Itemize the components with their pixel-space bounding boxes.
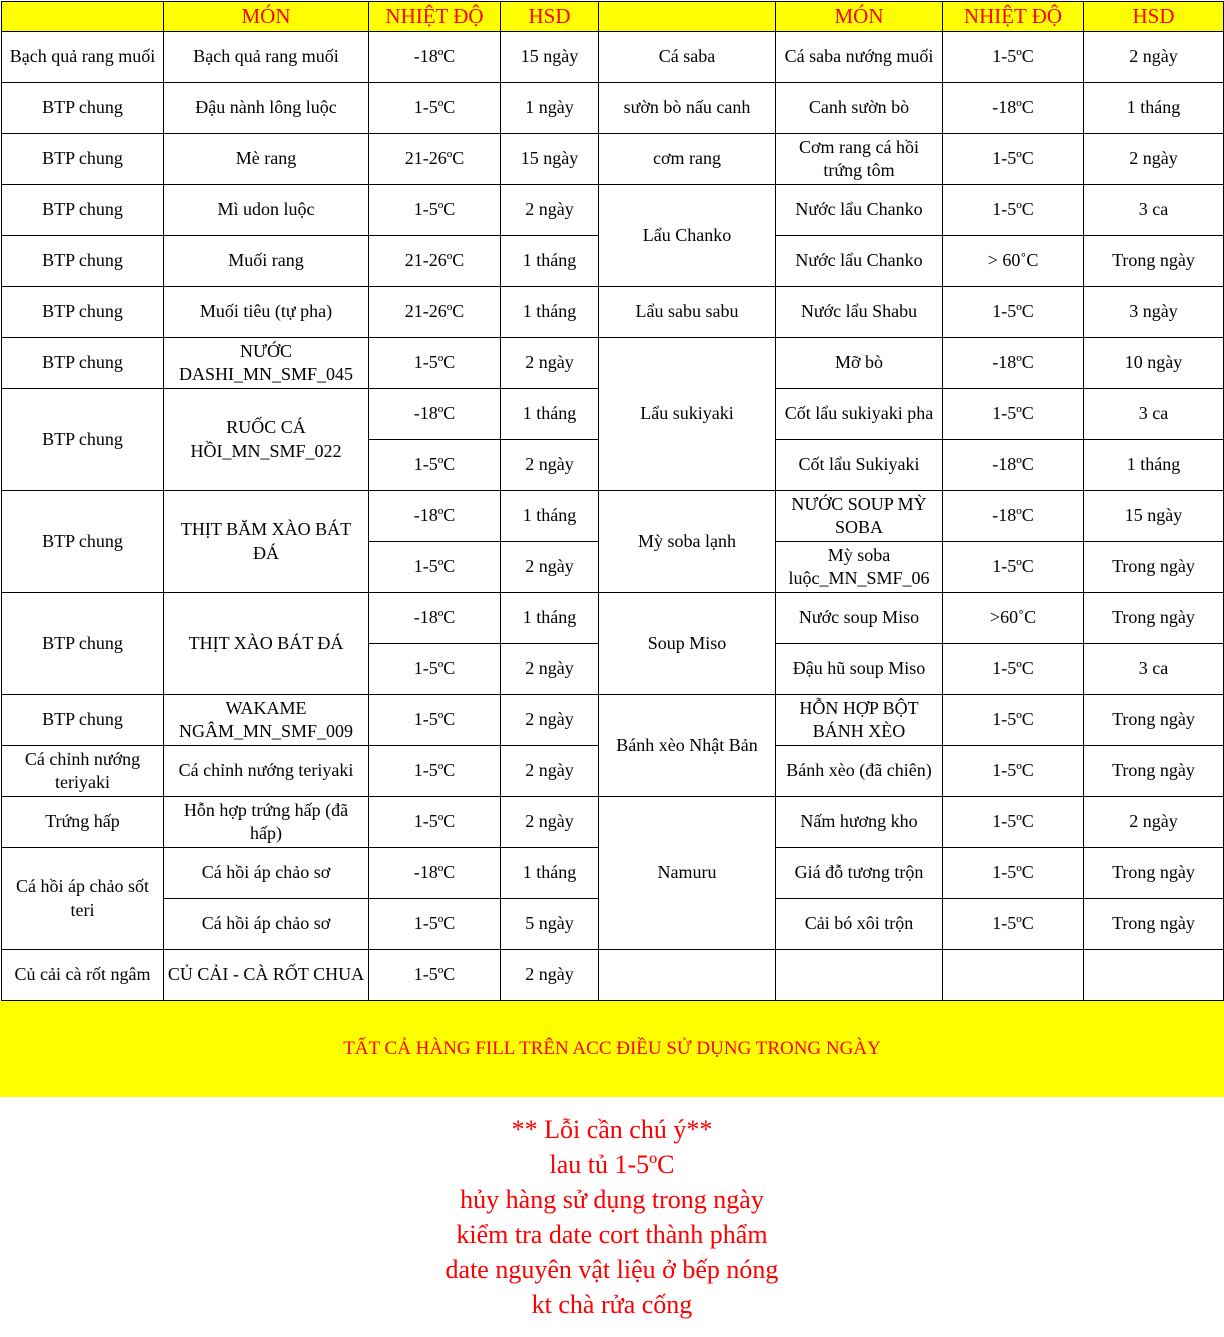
group-cell: BTP chung xyxy=(2,287,164,338)
temp-cell: 1-5ºC xyxy=(943,185,1084,236)
table-row xyxy=(2,338,1224,389)
header-hsd-right: HSD xyxy=(1084,2,1224,32)
temp-cell: 1-5ºC xyxy=(943,644,1084,695)
dish-cell: Muối tiêu (tự pha) xyxy=(164,287,369,338)
header-nhiet-do-right: NHIỆT ĐỘ xyxy=(943,2,1084,32)
group-cell: Mỳ soba lạnh xyxy=(599,491,776,593)
header-hsd-left: HSD xyxy=(501,2,599,32)
hsd-cell: 2 ngày xyxy=(1084,134,1224,185)
hsd-cell xyxy=(1084,950,1224,1001)
dish-cell: Mỡ bò xyxy=(776,338,943,389)
group-cell: Soup Miso xyxy=(599,593,776,695)
temp-cell: 21-26ºC xyxy=(369,287,501,338)
table-row xyxy=(2,593,1224,644)
group-cell: Bánh xèo Nhật Bản xyxy=(599,695,776,797)
temp-cell: -18ºC xyxy=(369,848,501,899)
header-nhiet-do-left: NHIỆT ĐỘ xyxy=(369,2,501,32)
dish-cell: Cải bó xôi trộn xyxy=(776,899,943,950)
group-cell: sườn bò nấu canh xyxy=(599,83,776,134)
header-mon-right: MÓN xyxy=(776,2,943,32)
hsd-cell: 1 tháng xyxy=(501,236,599,287)
temp-cell: -18ºC xyxy=(369,491,501,542)
temp-cell: 1-5ºC xyxy=(943,848,1084,899)
group-cell: Cá chỉnh nướng teriyaki xyxy=(2,746,164,797)
dish-cell: Cá chỉnh nướng teriyaki xyxy=(164,746,369,797)
hsd-cell: 1 tháng xyxy=(501,389,599,440)
temp-cell: -18ºC xyxy=(943,338,1084,389)
temp-cell: 1-5ºC xyxy=(943,134,1084,185)
group-cell: BTP chung xyxy=(2,491,164,593)
hsd-cell: 2 ngày xyxy=(501,440,599,491)
hsd-cell: 1 tháng xyxy=(1084,440,1224,491)
temp-cell: 1-5ºC xyxy=(943,32,1084,83)
note-line: kiểm tra date cort thành phẩm xyxy=(456,1220,768,1249)
group-cell: Củ cải cà rốt ngâm xyxy=(2,950,164,1001)
temp-cell: -18ºC xyxy=(369,32,501,83)
group-cell: BTP chung xyxy=(2,185,164,236)
hsd-cell: Trong ngày xyxy=(1084,746,1224,797)
dish-cell: Mè rang xyxy=(164,134,369,185)
hsd-cell: 2 ngày xyxy=(501,185,599,236)
dish-cell: RUỐC CÁ HỒI_MN_SMF_022 xyxy=(164,389,369,491)
table-row xyxy=(2,695,1224,746)
temp-cell: 1-5ºC xyxy=(369,542,501,593)
table-row xyxy=(2,32,1224,83)
hsd-cell: 1 tháng xyxy=(501,287,599,338)
group-cell: BTP chung xyxy=(2,83,164,134)
hsd-cell: 15 ngày xyxy=(501,134,599,185)
hsd-cell: 15 ngày xyxy=(501,32,599,83)
temp-cell: -18ºC xyxy=(943,491,1084,542)
note-line: lau tủ 1-5ºC xyxy=(549,1150,675,1179)
dish-cell: Hỗn hợp trứng hấp (đã hấp) xyxy=(164,797,369,848)
hsd-cell: 1 tháng xyxy=(501,593,599,644)
dish-cell: Cá saba nướng muối xyxy=(776,32,943,83)
hsd-cell: 2 ngày xyxy=(1084,32,1224,83)
header-blank-left xyxy=(2,2,164,32)
temp-cell: 1-5ºC xyxy=(943,287,1084,338)
temp-cell: 21-26ºC xyxy=(369,236,501,287)
hsd-cell: 2 ngày xyxy=(501,644,599,695)
footer-banner xyxy=(0,1001,1224,1097)
note-line: date nguyên vật liệu ở bếp nóng xyxy=(445,1255,779,1284)
hsd-cell: 3 ca xyxy=(1084,389,1224,440)
group-cell: Lẩu sukiyaki xyxy=(599,338,776,491)
hsd-cell: Trong ngày xyxy=(1084,899,1224,950)
hsd-cell: 3 ngày xyxy=(1084,287,1224,338)
temp-cell: 1-5ºC xyxy=(369,695,501,746)
temp-cell: -18ºC xyxy=(369,593,501,644)
hsd-cell: 1 tháng xyxy=(501,491,599,542)
hsd-cell: 2 ngày xyxy=(501,542,599,593)
header-blank-right xyxy=(599,2,776,32)
hsd-cell: 5 ngày xyxy=(501,899,599,950)
dish-cell: THỊT XÀO BÁT ĐÁ xyxy=(164,593,369,695)
temp-cell: 1-5ºC xyxy=(369,899,501,950)
temp-cell: 1-5ºC xyxy=(369,746,501,797)
dish-cell: CỦ CẢI - CÀ RỐT CHUA xyxy=(164,950,369,1001)
temp-cell: 1-5ºC xyxy=(369,950,501,1001)
hsd-cell: 2 ngày xyxy=(501,950,599,1001)
hsd-cell: 2 ngày xyxy=(501,746,599,797)
hsd-cell: Trong ngày xyxy=(1084,593,1224,644)
dish-cell: Bạch quả rang muối xyxy=(164,32,369,83)
temp-cell: 1-5ºC xyxy=(943,797,1084,848)
dish-cell: Đậu nành lông luộc xyxy=(164,83,369,134)
table-row xyxy=(2,83,1224,134)
hsd-cell: 3 ca xyxy=(1084,185,1224,236)
temp-cell: -18ºC xyxy=(943,83,1084,134)
dish-cell: Nước soup Miso xyxy=(776,593,943,644)
hsd-cell: Trong ngày xyxy=(1084,236,1224,287)
group-cell: BTP chung xyxy=(2,236,164,287)
temp-cell: 1-5ºC xyxy=(943,695,1084,746)
dish-cell: Cốt lẩu sukiyaki pha xyxy=(776,389,943,440)
group-cell: BTP chung xyxy=(2,338,164,389)
table-row xyxy=(2,491,1224,542)
dish-cell xyxy=(776,950,943,1001)
dish-cell: Giá đỗ tương trộn xyxy=(776,848,943,899)
table-row xyxy=(2,287,1224,338)
hsd-cell: Trong ngày xyxy=(1084,695,1224,746)
group-cell: Cá saba xyxy=(599,32,776,83)
table-row xyxy=(2,797,1224,848)
table-row xyxy=(2,185,1224,236)
group-cell: BTP chung xyxy=(2,593,164,695)
note-line: kt chà rửa cống xyxy=(531,1290,693,1319)
temp-cell: 1-5ºC xyxy=(369,185,501,236)
notes-title: ** Lỗi cần chú ý** xyxy=(511,1115,713,1144)
temp-cell: 1-5ºC xyxy=(369,797,501,848)
temp-cell xyxy=(943,950,1084,1001)
dish-cell: Đậu hũ soup Miso xyxy=(776,644,943,695)
dish-cell: Nước lẩu Chanko xyxy=(776,185,943,236)
temp-cell: 1-5ºC xyxy=(369,440,501,491)
dish-cell: Cốt lẩu Sukiyaki xyxy=(776,440,943,491)
temp-cell: 1-5ºC xyxy=(369,338,501,389)
temp-cell: 1-5ºC xyxy=(369,644,501,695)
temp-cell: 1-5ºC xyxy=(943,389,1084,440)
dish-cell: Canh sườn bò xyxy=(776,83,943,134)
hsd-cell: 10 ngày xyxy=(1084,338,1224,389)
temp-cell: 1-5ºC xyxy=(943,899,1084,950)
header-row xyxy=(2,2,1224,32)
temp-cell: > 60˚C xyxy=(943,236,1084,287)
group-cell: Namuru xyxy=(599,797,776,950)
dish-cell: NƯỚC DASHI_MN_SMF_045 xyxy=(164,338,369,389)
temp-cell: 1-5ºC xyxy=(943,542,1084,593)
dish-cell: Bánh xèo (đã chiên) xyxy=(776,746,943,797)
hsd-cell: 15 ngày xyxy=(1084,491,1224,542)
footer-text: TẤT CẢ HÀNG FILL TRÊN ACC ĐIỀU SỬ DỤNG TRONG NGÀY xyxy=(343,1038,881,1059)
dish-cell: Mì udon luộc xyxy=(164,185,369,236)
dish-cell: Cá hồi áp chảo sơ xyxy=(164,899,369,950)
dish-cell: WAKAME NGÂM_MN_SMF_009 xyxy=(164,695,369,746)
temp-cell: -18ºC xyxy=(369,389,501,440)
hsd-cell: 1 ngày xyxy=(501,83,599,134)
temp-cell: 1-5ºC xyxy=(943,746,1084,797)
table-row xyxy=(2,134,1224,185)
dish-cell: Cơm rang cá hồi trứng tôm xyxy=(776,134,943,185)
group-cell: cơm rang xyxy=(599,134,776,185)
hsd-cell: 2 ngày xyxy=(501,695,599,746)
hsd-cell: Trong ngày xyxy=(1084,542,1224,593)
group-cell: Bạch quả rang muối xyxy=(2,32,164,83)
group-cell: BTP chung xyxy=(2,695,164,746)
dish-cell: Muối rang xyxy=(164,236,369,287)
group-cell: Cá hồi áp chảo sốt teri xyxy=(2,848,164,950)
dish-cell: Nước lẩu Chanko xyxy=(776,236,943,287)
temp-cell: -18ºC xyxy=(943,440,1084,491)
group-cell: BTP chung xyxy=(2,134,164,185)
temp-cell: 1-5ºC xyxy=(369,83,501,134)
table-row xyxy=(2,950,1224,1001)
group-cell: Trứng hấp xyxy=(2,797,164,848)
temp-cell: 21-26ºC xyxy=(369,134,501,185)
hsd-cell: Trong ngày xyxy=(1084,848,1224,899)
hsd-cell: 3 ca xyxy=(1084,644,1224,695)
hsd-cell: 2 ngày xyxy=(1084,797,1224,848)
dish-cell: THỊT BĂM XÀO BÁT ĐÁ xyxy=(164,491,369,593)
dish-cell: Nấm hương kho xyxy=(776,797,943,848)
dish-cell: Cá hồi áp chảo sơ xyxy=(164,848,369,899)
hsd-cell: 1 tháng xyxy=(501,848,599,899)
header-mon-left: MÓN xyxy=(164,2,369,32)
dish-cell: NƯỚC SOUP MỲ SOBA xyxy=(776,491,943,542)
dish-cell: HỖN HỢP BỘT BÁNH XÈO xyxy=(776,695,943,746)
notes-section xyxy=(0,1097,1224,1322)
temp-cell: >60˚C xyxy=(943,593,1084,644)
note-line: hủy hàng sử dụng trong ngày xyxy=(460,1185,764,1214)
dish-cell: Mỳ soba luộc_MN_SMF_06 xyxy=(776,542,943,593)
group-cell xyxy=(599,950,776,1001)
group-cell: Lẩu sabu sabu xyxy=(599,287,776,338)
storage-table xyxy=(1,1,1224,1001)
dish-cell: Nước lẩu Shabu xyxy=(776,287,943,338)
hsd-cell: 2 ngày xyxy=(501,338,599,389)
group-cell: Lẩu Chanko xyxy=(599,185,776,287)
group-cell: BTP chung xyxy=(2,389,164,491)
hsd-cell: 2 ngày xyxy=(501,797,599,848)
hsd-cell: 1 tháng xyxy=(1084,83,1224,134)
